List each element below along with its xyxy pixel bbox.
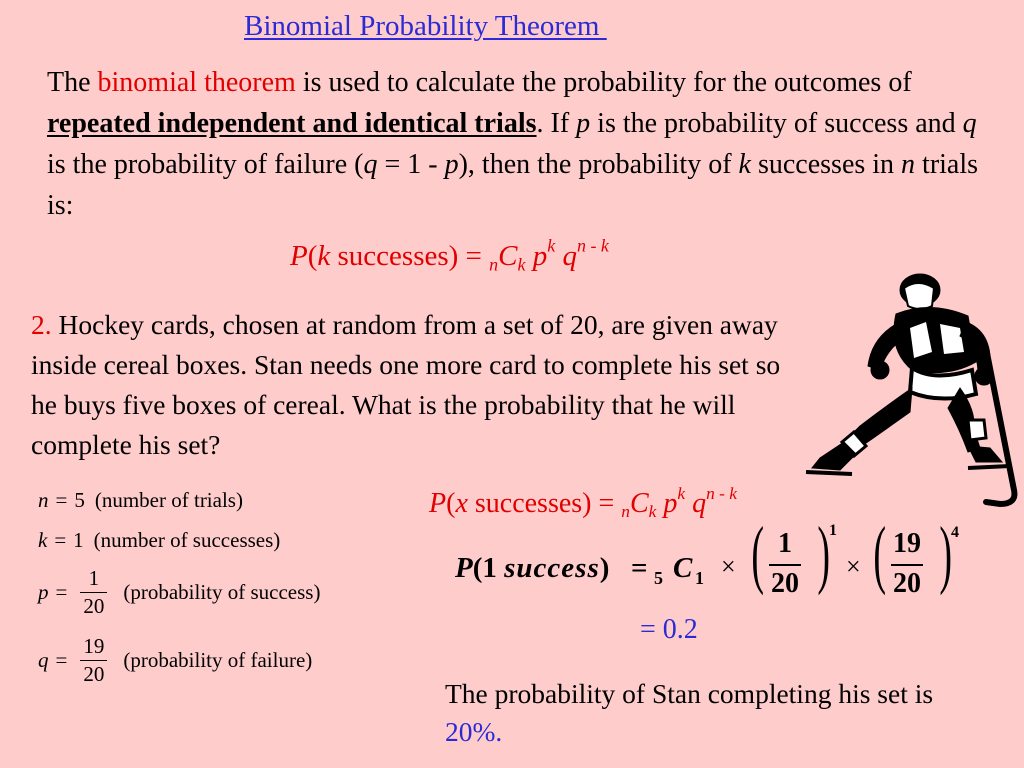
problem-statement — [31, 305, 806, 465]
def-eq: = — [55, 488, 68, 512]
def-value: 1 — [73, 528, 84, 552]
formula-n-sub: n — [621, 502, 630, 522]
def-note: (number of successes) — [93, 528, 281, 552]
formula-n-sub: n — [489, 254, 499, 275]
fraction-nineteen-twentieths — [891, 528, 923, 600]
def-value: 5 — [74, 488, 85, 512]
formula-k-sub: k — [648, 502, 657, 522]
definition-n — [38, 488, 243, 513]
def-note: (probability of success) — [123, 580, 321, 604]
formula-P: P — [290, 240, 308, 272]
intro-text: successes in — [750, 149, 902, 180]
formula-x: x — [455, 488, 468, 519]
formula-k: k — [317, 240, 331, 272]
var-q: q — [363, 149, 378, 180]
conclusion — [445, 675, 985, 751]
formula-text: successes) = — [467, 488, 622, 519]
times-sign: × — [846, 552, 861, 581]
formula-nk-sup: n - k — [576, 235, 609, 256]
fraction-denominator: 20 — [891, 564, 923, 600]
formula-open: ( — [307, 240, 318, 272]
conclusion-text: The probability of Stan completing his set is — [445, 678, 934, 709]
problem-text: Hockey cards, chosen at random from a set of 20, are given away inside cereal boxes. Stan needs one more card to complete his set so he buys five boxes of cereal. What is the probability that he will complete his set? — [31, 309, 781, 460]
formula-nk-sup: n - k — [706, 483, 737, 503]
exponent-4: 4 — [951, 524, 959, 541]
calc-success: success — [504, 552, 600, 584]
def-eq: = — [54, 528, 67, 552]
calc-n-sub: 5 — [654, 568, 663, 588]
def-var: q — [38, 648, 49, 672]
fraction-denominator: 20 — [769, 564, 801, 600]
def-note: (number of trials) — [94, 488, 243, 512]
calculation — [455, 512, 975, 614]
intro-text: is the probability of success and — [590, 108, 963, 139]
skater-icon — [806, 274, 1010, 474]
binomial-theorem-term: binomial theorem — [97, 67, 296, 98]
paren-close: ) — [817, 512, 830, 596]
calc-k-sub: 1 — [695, 568, 704, 588]
exponent-1: 1 — [829, 522, 837, 539]
calc-C: C — [673, 552, 693, 584]
fraction-numerator: 19 — [893, 528, 921, 559]
binomial-formula-x — [429, 483, 737, 522]
var-q: q — [962, 108, 977, 139]
problem-number: 2. — [31, 309, 52, 340]
fraction-numerator: 1 — [88, 566, 100, 590]
intro-text: = 1 - — [377, 149, 445, 180]
def-note: (probability of failure) — [123, 648, 313, 672]
definition-q — [38, 634, 312, 687]
formula-open: ( — [446, 488, 456, 519]
paren-open: ( — [873, 512, 886, 596]
intro-text: is used to calculate the probability for the outcomes of — [295, 67, 912, 98]
var-n: n — [901, 149, 916, 180]
var-p: p — [444, 149, 459, 180]
formula-C: C — [629, 488, 649, 519]
calc-equals: = — [631, 552, 648, 584]
def-eq: = — [55, 648, 68, 672]
formula-k-sub: k — [517, 254, 526, 275]
formula-C: C — [498, 240, 518, 272]
calc-close: ) — [599, 552, 610, 584]
fraction-numerator: 19 — [83, 634, 105, 658]
var-p: p — [576, 108, 591, 139]
def-var: p — [38, 580, 49, 604]
fraction-denominator: 20 — [80, 660, 107, 687]
calc-lhs — [455, 552, 609, 585]
def-eq: = — [55, 580, 68, 604]
definition-p — [38, 566, 320, 619]
def-var: k — [38, 528, 48, 552]
intro-paragraph — [47, 62, 987, 226]
formula-text: successes) = — [330, 240, 490, 272]
def-var: n — [38, 488, 49, 512]
intro-text: is the probability of failure ( — [47, 149, 364, 180]
calc-open: (1 — [472, 552, 505, 584]
formula-q: q — [685, 488, 707, 519]
result: = 0.2 — [640, 614, 698, 645]
intro-text: ), then the probability of — [458, 149, 739, 180]
intro-text: . If — [536, 108, 577, 139]
formula-k-sup: k — [677, 483, 686, 503]
fraction-one-twentieth — [769, 528, 801, 600]
paren-open: ( — [751, 512, 764, 596]
fraction-denominator: 20 — [80, 592, 107, 619]
definition-k — [38, 528, 280, 553]
binomial-formula — [290, 235, 609, 275]
hockey-player-illustration — [800, 270, 1024, 510]
conclusion-percent: 20%. — [445, 716, 503, 747]
formula-p: p — [525, 240, 548, 272]
slide-title: Binomial Probability Theorem — [244, 10, 607, 42]
formula-q: q — [555, 240, 577, 272]
formula-p: p — [656, 488, 678, 519]
trials-emphasis: repeated independent and identical trials — [47, 108, 537, 139]
formula-P: P — [429, 488, 447, 519]
paren-close: ) — [939, 512, 952, 596]
formula-k-sup: k — [547, 235, 556, 256]
def-fraction — [80, 566, 107, 619]
var-k: k — [738, 149, 751, 180]
times-sign: × — [721, 552, 736, 581]
intro-text: trials is: — [47, 149, 979, 221]
calc-P: P — [455, 552, 473, 584]
def-fraction — [80, 634, 107, 687]
fraction-numerator: 1 — [778, 528, 792, 559]
intro-text: The — [47, 67, 98, 98]
